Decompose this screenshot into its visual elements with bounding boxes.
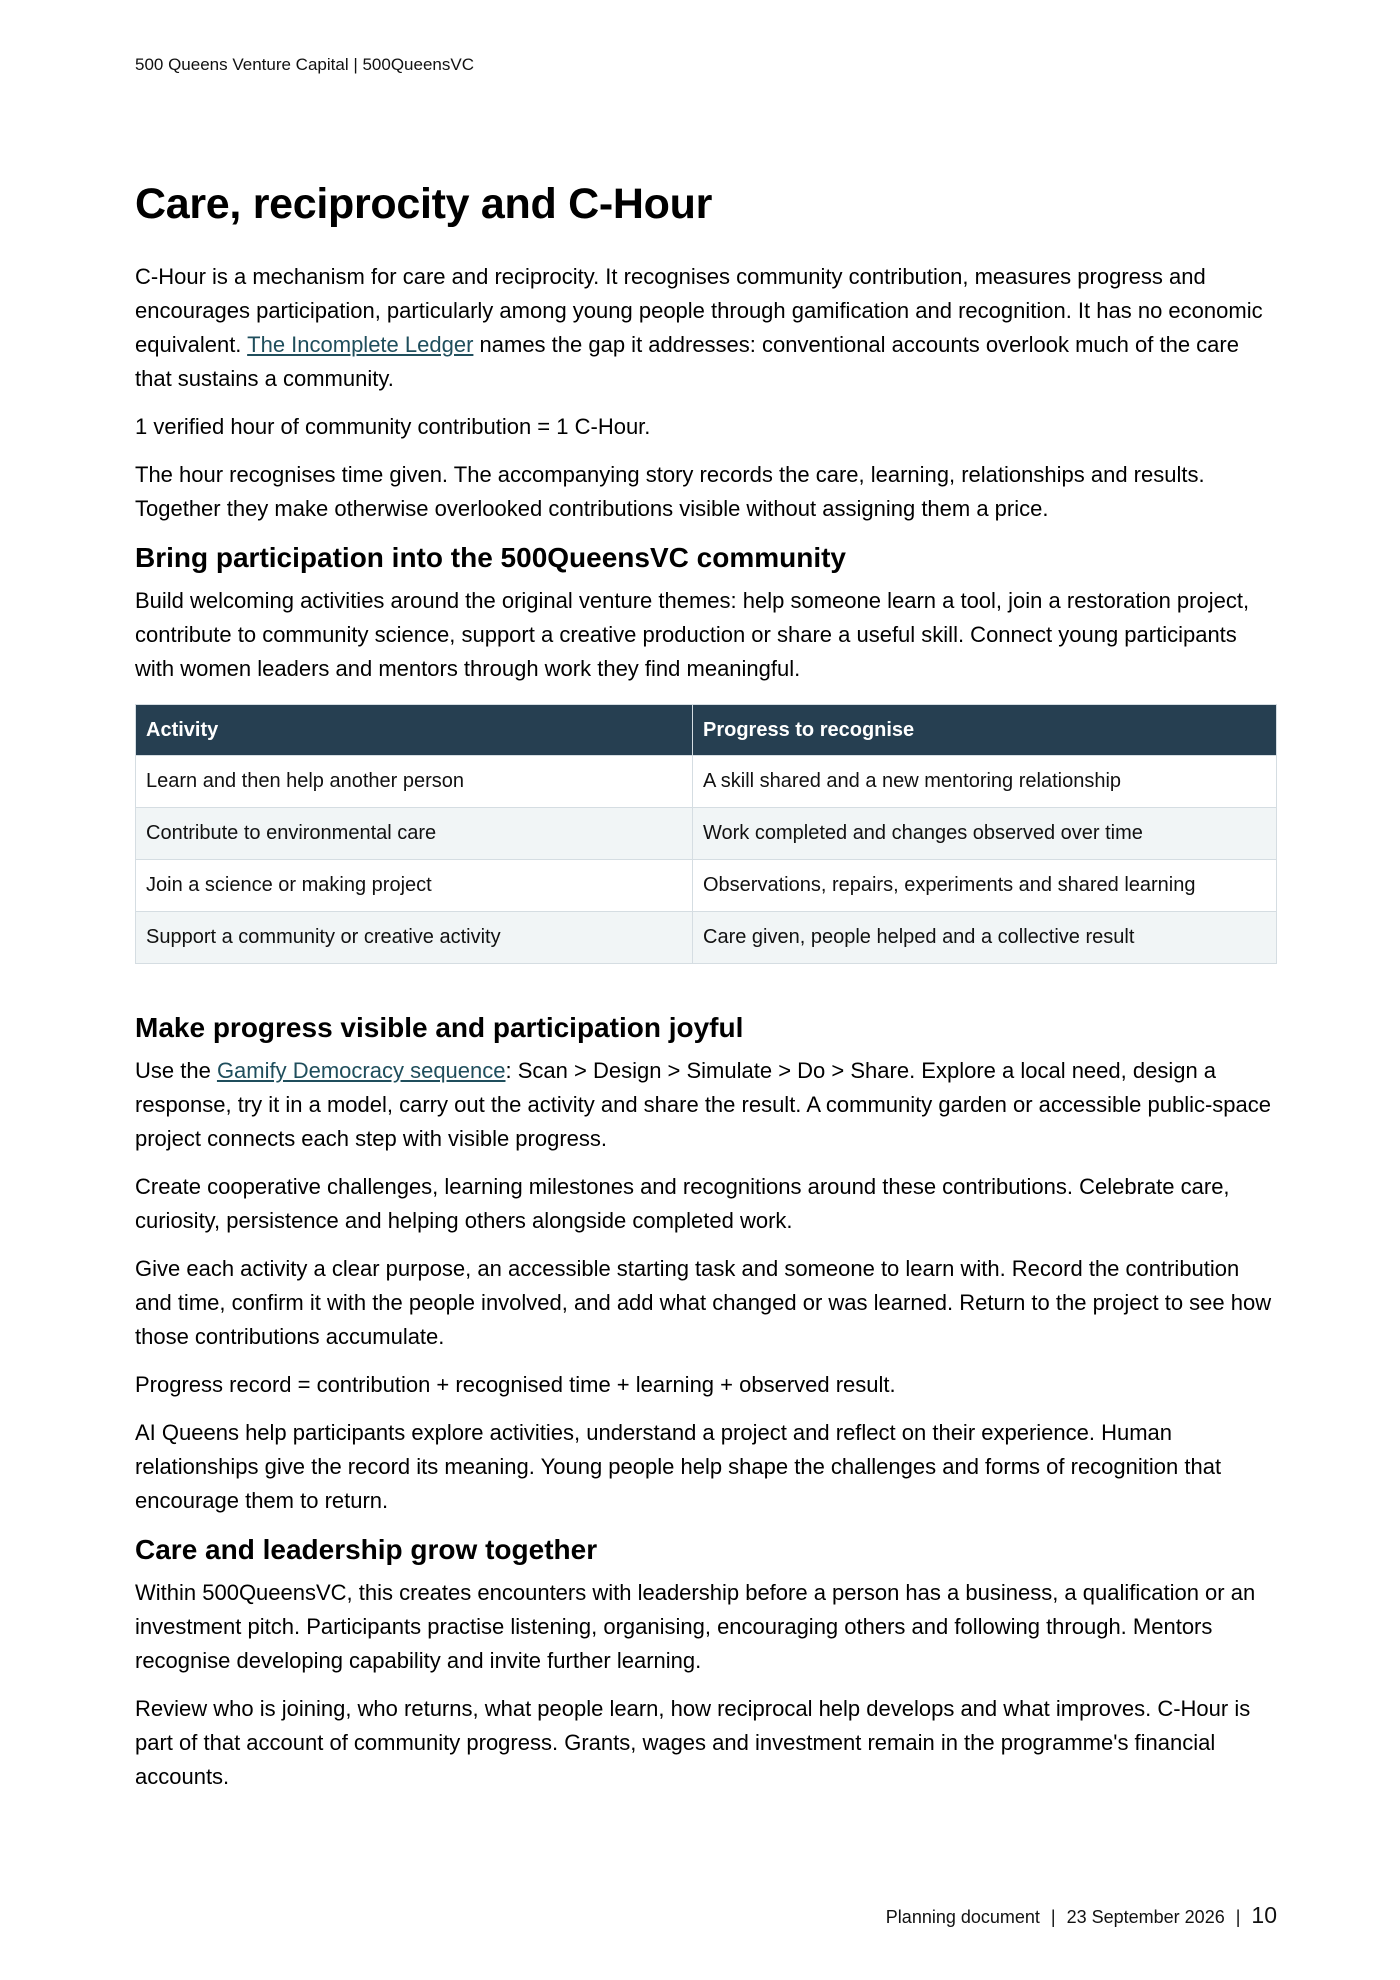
footer-date: 23 September 2026	[1066, 1907, 1225, 1927]
page-content	[135, 178, 1277, 1808]
incomplete-ledger-link[interactable]: The Incomplete Ledger	[247, 332, 474, 357]
intro-paragraph-3: The hour recognises time given. The accompanying story records the care, learning, relationships and results. Together they make otherwise overlooked contributions visible without assigning them a price.	[135, 462, 1205, 521]
page-title: Care, reciprocity and C-Hour	[135, 180, 713, 228]
progress-paragraph-1	[135, 1054, 1277, 1156]
leadership-paragraph-1: Within 500QueensVC, this creates encounters with leadership before a person has a business, a qualification or an investment pitch. Participants practise listening, organising, encouraging others and following through. Mentors recognise developing capability and invite further learning.	[135, 1580, 1256, 1673]
gamify-democracy-link[interactable]: Gamify Democracy sequence	[216, 1058, 506, 1083]
footer-document-type: Planning document	[885, 1907, 1040, 1927]
table-cell-activity: Contribute to environmental care	[136, 808, 693, 860]
intro-paragraph-2: 1 verified hour of community contribution = 1 C-Hour.	[135, 414, 651, 439]
page-footer	[886, 1902, 1277, 1929]
table-cell-progress: Care given, people helped and a collective result	[693, 912, 1277, 964]
progress-text-start: Use the	[135, 1058, 217, 1083]
table-header-row	[136, 705, 1277, 756]
table-row	[136, 912, 1277, 964]
leadership-paragraph-2: Review who is joining, who returns, what people learn, how reciprocal help develops and what improves. C-Hour is part of that account of community progress. Grants, wages and investment remain in the programme's financial accounts.	[135, 1696, 1251, 1789]
table-row	[136, 756, 1277, 808]
column-header-progress: Progress to recognise	[693, 705, 1277, 756]
footer-separator: |	[1235, 1907, 1241, 1927]
table-cell-activity: Join a science or making project	[136, 860, 693, 912]
intro-text-end: names the gap it addresses: conventional accounts overlook much of the care that sustains a community.	[135, 332, 1239, 391]
section-heading-progress: Make progress visible and participation joyful	[135, 1012, 744, 1043]
page-number: 10	[1251, 1902, 1277, 1928]
progress-text-end: : Scan > Design > Simulate > Do > Share. Explore a local need, design a response, try it in a model, carry out the activity and share the result. A community garden or accessible public-space project connects each step with visible progress.	[135, 1058, 1271, 1151]
section-heading-participation: Bring participation into the 500QueensVC community	[135, 542, 846, 573]
running-header: 500 Queens Venture Capital | 500QueensVC	[135, 55, 474, 74]
intro-paragraph-1	[135, 260, 1277, 396]
column-header-activity: Activity	[136, 705, 693, 756]
progress-paragraph-3: Give each activity a clear purpose, an accessible starting task and someone to learn with. Record the contribution and time, confirm it with the people involved, and add what changed or was learned. Return to the project to see how those contributions accumulate.	[135, 1256, 1272, 1349]
table-cell-progress: Observations, repairs, experiments and shared learning	[693, 860, 1277, 912]
table-row	[136, 860, 1277, 912]
participation-paragraph: Build welcoming activities around the original venture themes: help someone learn a tool, join a restoration project, contribute to community science, support a creative production or share a useful skill. Connect young participants with women leaders and mentors through work they find meaningful.	[135, 588, 1250, 681]
table-cell-activity: Support a community or creative activity	[136, 912, 693, 964]
table-cell-activity: Learn and then help another person	[136, 756, 693, 808]
section-heading-leadership: Care and leadership grow together	[135, 1534, 598, 1565]
progress-paragraph-2: Create cooperative challenges, learning milestones and recognitions around these contributions. Celebrate care, curiosity, persistence and helping others alongside completed work.	[135, 1174, 1230, 1233]
table-cell-progress: Work completed and changes observed over time	[693, 808, 1277, 860]
progress-paragraph-5: AI Queens help participants explore activities, understand a project and reflect on their experience. Human relationships give the record its meaning. Young people help shape the challenges and forms of recognition that encourage them to return.	[135, 1420, 1222, 1513]
footer-separator: |	[1050, 1907, 1056, 1927]
intro-text-start: C-Hour is a mechanism for care and reciprocity. It recognises community contribution, measures progress and encourages participation, particularly among young people through gamification and recognition. It has no economic equivalent.	[135, 264, 1263, 357]
activity-progress-table	[135, 704, 1277, 964]
table-row	[136, 808, 1277, 860]
progress-paragraph-4: Progress record = contribution + recognised time + learning + observed result.	[135, 1372, 896, 1397]
table-cell-progress: A skill shared and a new mentoring relationship	[693, 756, 1277, 808]
